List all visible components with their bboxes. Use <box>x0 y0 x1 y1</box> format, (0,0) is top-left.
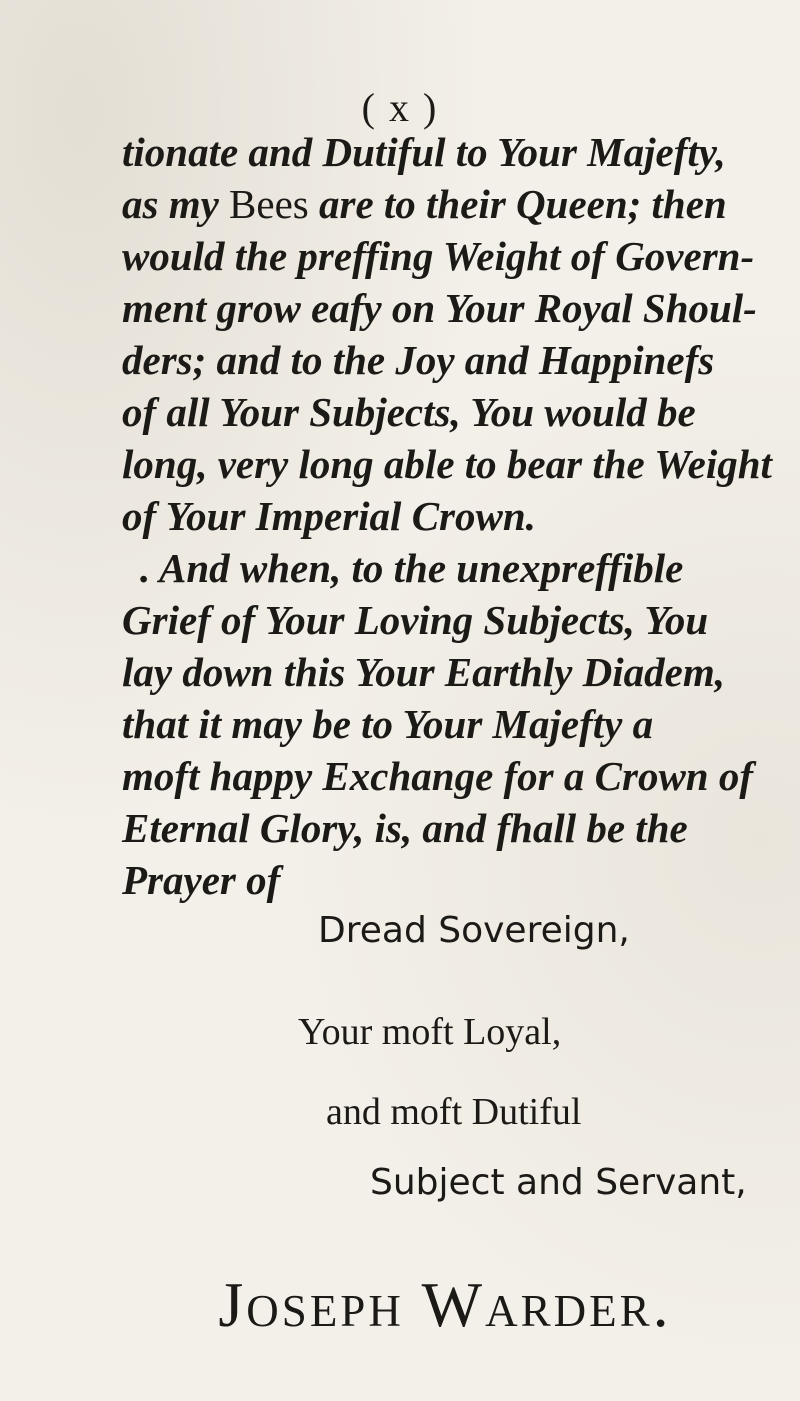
text-line: that it may be to Your Majefty a <box>122 701 654 747</box>
text-line: would the preffing Weight of Govern- <box>122 233 755 279</box>
closing-line-1: Your moft Loyal, <box>298 1011 562 1053</box>
closing-line-2: and moft Dutiful <box>326 1091 582 1133</box>
closing-line-3: Subject and Servant, <box>370 1162 747 1203</box>
text-line: moft happy Exchange for a Crown of <box>122 753 753 799</box>
text-line: ders; and to the Joy and Happinefs <box>122 337 715 383</box>
salutation: Dread Sovereign, <box>318 910 630 951</box>
text-line: as my Bees are to their Queen; then <box>122 181 727 227</box>
text-line: ment grow eafy on Your Royal Shoul- <box>122 285 757 331</box>
text-line: of all Your Subjects, You would be <box>122 389 696 435</box>
text-line: tionate and Dutiful to Your Majefty, <box>122 129 726 175</box>
text-line: Eternal Glory, is, and fhall be the <box>122 805 688 851</box>
page-number: ( x ) <box>361 85 439 130</box>
text-line: lay down this Your Earthly Diadem, <box>122 649 725 695</box>
text-line: Prayer of <box>122 857 281 903</box>
text-line: . And when, to the unexpreffible <box>140 545 684 591</box>
body-text <box>122 126 800 906</box>
signature: Joseph Warder. <box>218 1269 672 1340</box>
text-line: long, very long able to bear the Weight <box>122 441 772 487</box>
text-line: of Your Imperial Crown. <box>122 493 536 539</box>
text-line: Grief of Your Loving Subjects, You <box>122 597 709 643</box>
